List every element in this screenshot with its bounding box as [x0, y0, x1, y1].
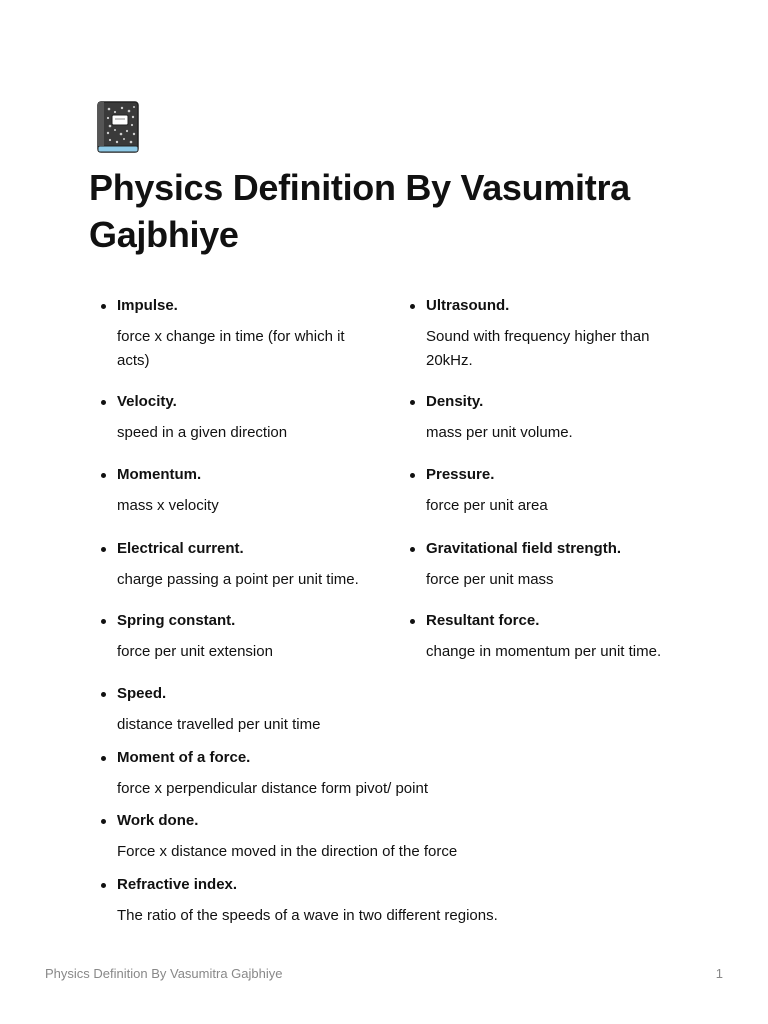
- definition-term: Work done.: [117, 812, 199, 829]
- definition-term: Resultant force.: [426, 612, 540, 629]
- definition-term: Moment of a force.: [117, 749, 251, 766]
- definition-text: The ratio of the speeds of a wave in two different regions.: [117, 907, 498, 924]
- definition-term: Gravitational field strength.: [426, 540, 622, 557]
- definition-text: mass per unit volume.: [426, 424, 573, 441]
- definition-text: change in momentum per unit time.: [426, 643, 662, 660]
- definition-text: force x change in time (for which it acts): [117, 328, 345, 369]
- definition-term: Pressure.: [426, 466, 495, 483]
- definition-term: Density.: [426, 393, 484, 410]
- definition-text: speed in a given direction: [117, 424, 288, 441]
- definition-term: Velocity.: [117, 393, 177, 410]
- definition-term: Electrical current.: [117, 540, 244, 557]
- definition-text: charge passing a point per unit time.: [117, 571, 359, 588]
- footer-document-title: Physics Definition By Vasumitra Gajbhiye: [45, 966, 283, 981]
- definition-term: Spring constant.: [117, 612, 236, 629]
- definition-text: force per unit mass: [426, 571, 554, 588]
- page-title: Physics Definition By Vasumitra Gajbhiye: [89, 167, 630, 255]
- definition-term: Impulse.: [117, 297, 178, 314]
- definition-term: Momentum.: [117, 466, 202, 483]
- definition-text: Force x distance moved in the direction of the force: [117, 843, 458, 860]
- definition-text: force per unit extension: [117, 643, 273, 660]
- definition-text: Sound with frequency higher than 20kHz.: [426, 328, 650, 369]
- notebook-icon: [96, 100, 142, 154]
- definition-term: Ultrasound.: [426, 297, 510, 314]
- page-number: 1: [715, 966, 723, 981]
- definition-text: force per unit area: [426, 497, 548, 514]
- definition-term: Speed.: [117, 685, 167, 702]
- definition-text: force x perpendicular distance form pivot/ point: [117, 780, 428, 797]
- definition-text: distance travelled per unit time: [117, 716, 321, 733]
- definition-text: mass x velocity: [117, 497, 219, 514]
- definition-term: Refractive index.: [117, 876, 238, 893]
